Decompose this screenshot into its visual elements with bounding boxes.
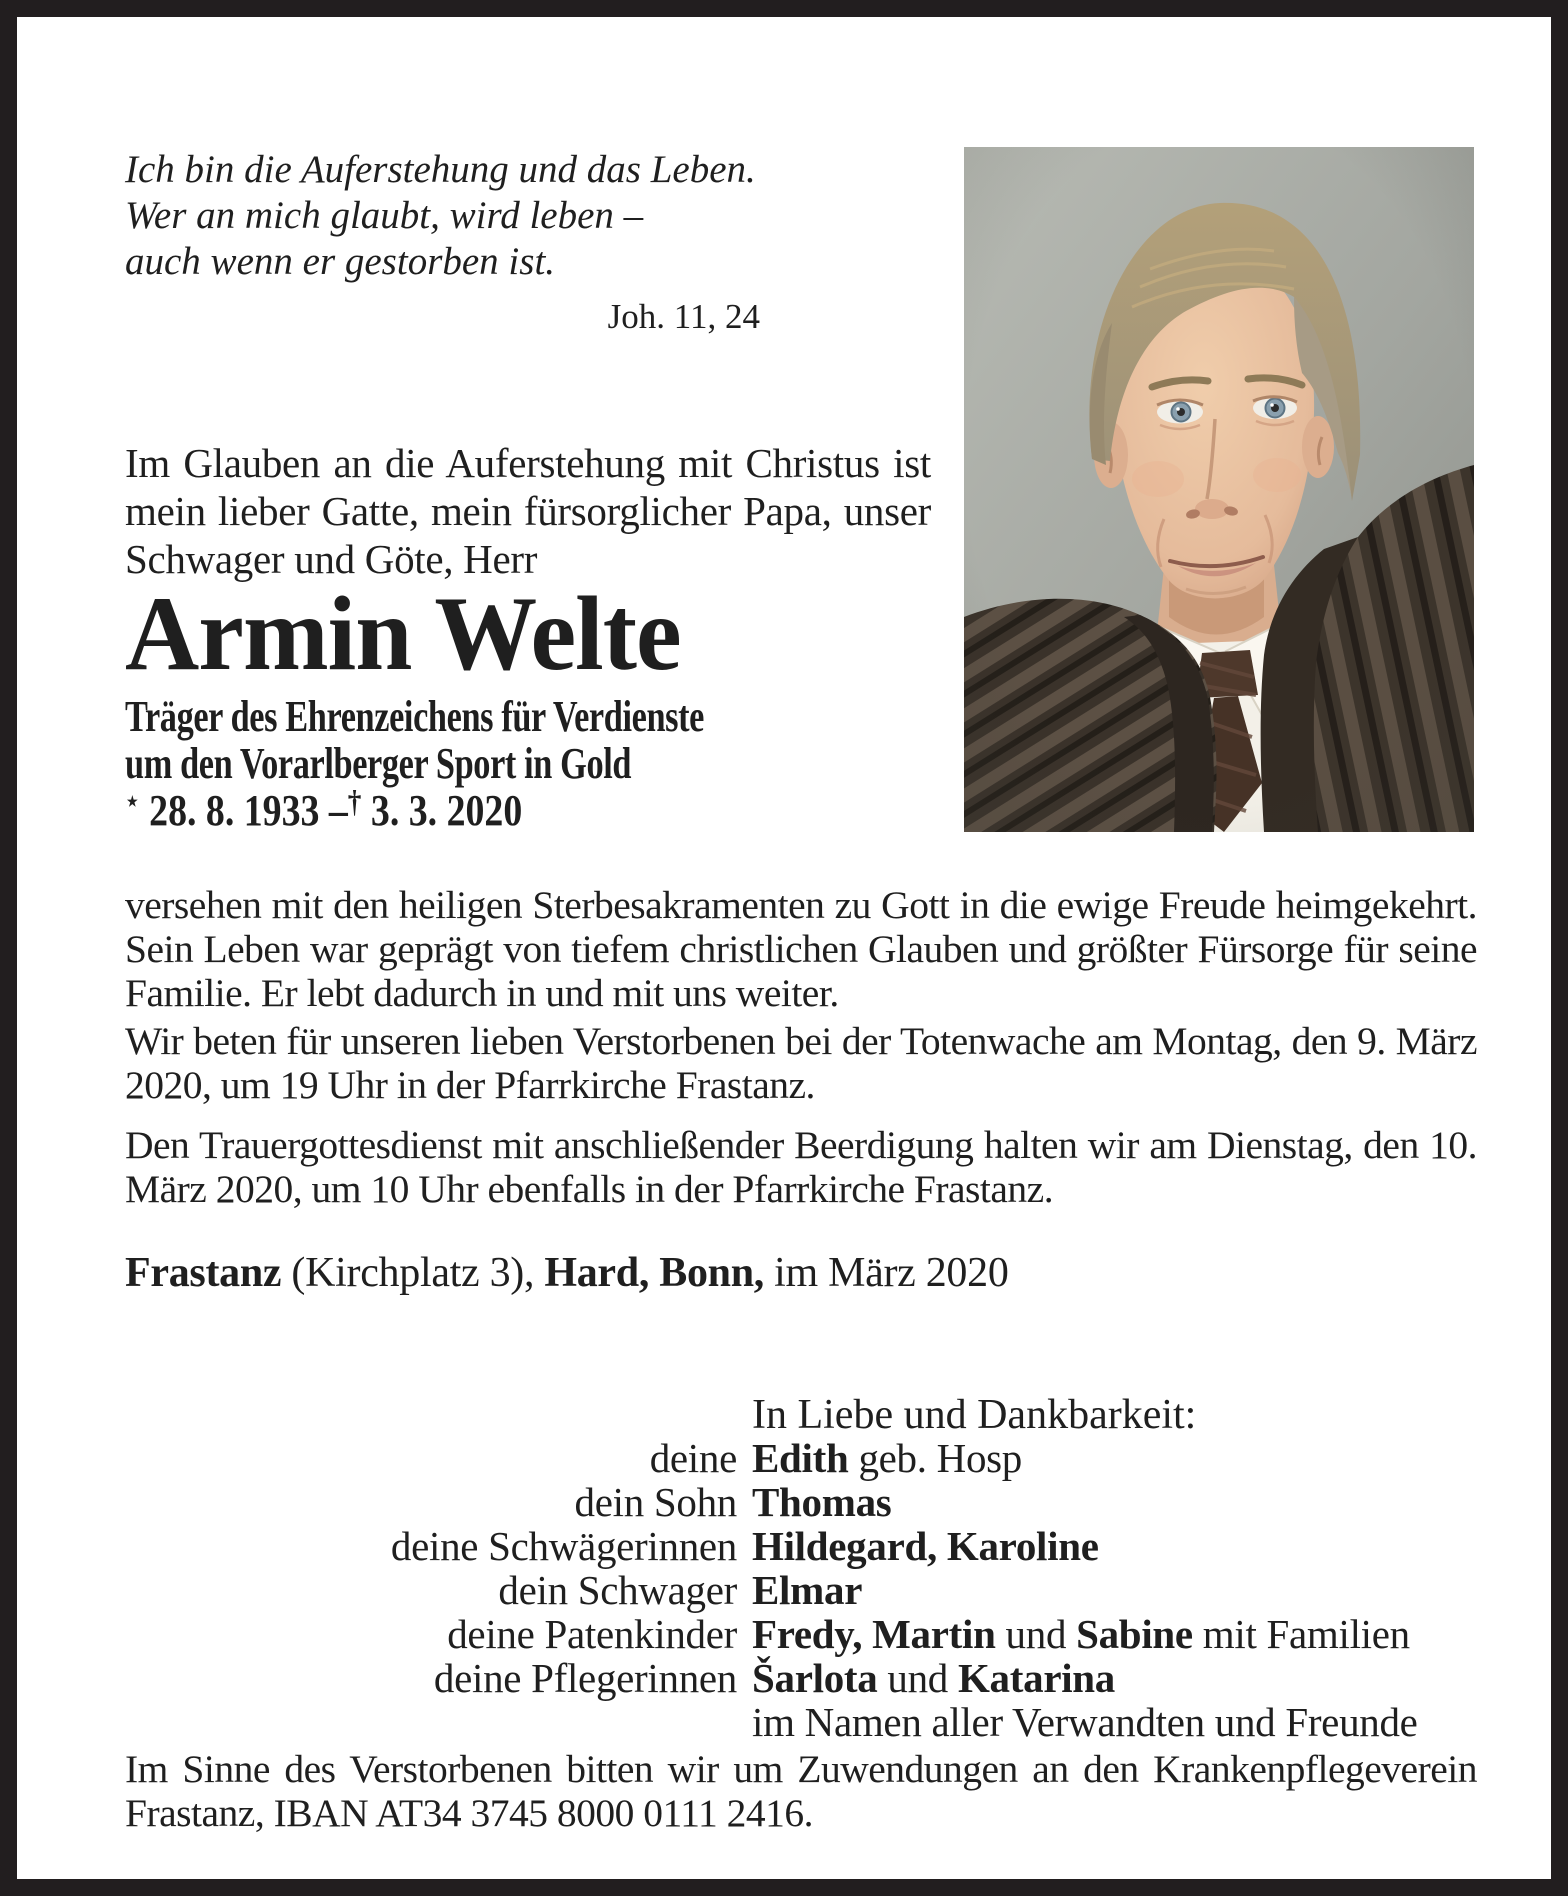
wake-paragraph: Wir beten für unseren lieben Verstorbenen bei der Totenwache am Montag, den 9. März 2020, um 19 Uhr in der Pfarrkirche Frastanz. xyxy=(125,1019,1477,1107)
obituary-page xyxy=(17,17,1551,1879)
funeral-paragraph: Den Trauergottesdienst mit anschließender Beerdigung halten wir am Dienstag, den 10. März 2020, um 10 Uhr ebenfalls in der Pfarrkirche Frastanz. xyxy=(125,1123,1477,1211)
family-relation-label: deine Schwägerinnen xyxy=(390,1523,737,1569)
place-date-line xyxy=(125,1249,1477,1297)
death-cross-icon: † xyxy=(347,783,362,819)
family-member: Elmar xyxy=(752,1567,863,1613)
quote-line: Ich bin die Auferstehung und das Leben. xyxy=(125,148,756,191)
obituary-paragraph: versehen mit den heiligen Sterbesakramenten zu Gott in die ewige Freude heimgekehrt. Sein Leben war geprägt von tiefem christlichen Glauben und größter Fürsorge für seine Familie. Er lebt dadurch in und mit uns weiter. xyxy=(125,883,1477,1015)
intro-paragraph: Im Glauben an die Auferstehung mit Christus ist mein lieber Gatte, mein fürsorglicher Papa, unser Schwager und Göte, Herr xyxy=(125,440,931,582)
other-places: Hard, Bonn, xyxy=(544,1250,764,1296)
family-footer-spacer xyxy=(125,1700,737,1744)
quote-line: auch wenn er gestorben ist. xyxy=(125,240,556,283)
place-address: (Kirchplatz 3), xyxy=(281,1250,545,1296)
deceased-name: Armin Welte xyxy=(125,575,681,692)
quote-line: Wer an mich glaubt, wird leben – xyxy=(125,194,644,237)
family-member: Šarlota und Katarina xyxy=(752,1655,1116,1701)
scripture-citation: Joh. 11, 24 xyxy=(607,297,760,336)
family-relation-label: deine xyxy=(649,1435,737,1481)
family-relation-label: deine Patenkinder xyxy=(447,1611,737,1657)
honor-title xyxy=(125,693,1025,787)
closing-line: In Liebe und Dankbarkeit: xyxy=(752,1392,1197,1438)
death-date: 3. 3. 2020 xyxy=(370,786,523,835)
donation-paragraph: Im Sinne des Verstorbenen bitten wir um Zuwendungen an den Krankenpflegeverein Frastanz, IBAN AT34 3745 8000 0111 2416. xyxy=(125,1747,1477,1835)
family-relation-label: dein Sohn xyxy=(574,1479,737,1525)
portrait-photo xyxy=(964,147,1474,832)
family-member: Fredy, Martin und Sabine mit Familien xyxy=(752,1611,1410,1657)
family-member: Thomas xyxy=(752,1479,892,1525)
family-relation-label: deine Pflegerinnen xyxy=(433,1655,737,1701)
place-name: Frastanz xyxy=(125,1250,282,1296)
portrait-photo-illustration xyxy=(964,147,1474,832)
family-member: Hildegard, Karoline xyxy=(752,1523,1099,1569)
birth-star-icon: ⋆ xyxy=(125,786,140,817)
honor-line: Träger des Ehrenzeichens für Verdienste xyxy=(125,692,705,741)
place-date: im März 2020 xyxy=(763,1250,1009,1296)
scripture-quote xyxy=(125,147,885,285)
family-relation-label: dein Schwager xyxy=(498,1567,737,1613)
life-dates xyxy=(125,785,1025,836)
date-separator: – xyxy=(328,786,348,835)
family-footer: im Namen aller Verwandten und Freunde xyxy=(752,1699,1418,1745)
honor-line: um den Vorarlberger Sport in Gold xyxy=(125,739,632,788)
birth-date: 28. 8. 1933 xyxy=(149,786,320,835)
family-list xyxy=(125,1436,1545,1744)
family-member: Edith geb. Hosp xyxy=(752,1435,1023,1481)
